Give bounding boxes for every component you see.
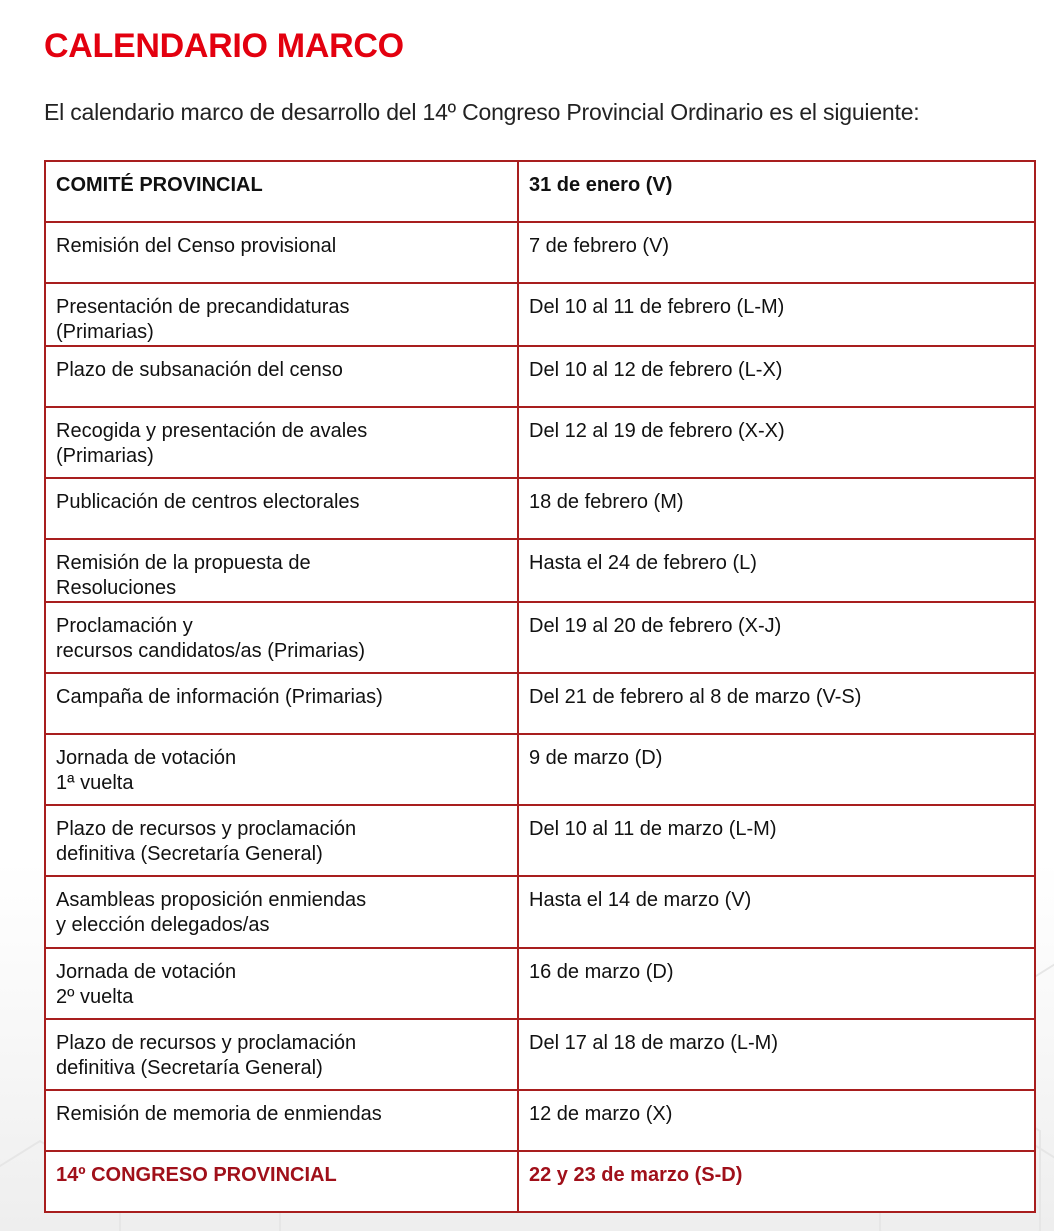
event-cell [45,539,518,602]
event-text: Remisión de memoria de enmiendas [56,1103,382,1125]
date-cell: 9 de marzo (D) [518,734,1035,805]
event-text: COMITÉ PROVINCIAL [56,174,263,196]
date-cell: Del 17 al 18 de marzo (L-M) [518,1019,1035,1090]
date-cell: 16 de marzo (D) [518,948,1035,1019]
date-cell: Hasta el 24 de febrero (L) [518,539,1035,602]
date-cell: 31 de enero (V) [518,161,1035,222]
event-text: Jornada de votación [56,747,237,769]
event-text: 14º CONGRESO PROVINCIAL [56,1164,337,1186]
event-text: 2º vuelta [56,986,134,1008]
event-cell [45,734,518,805]
table-row [45,346,1035,407]
event-cell [45,407,518,478]
date-cell: Del 19 al 20 de febrero (X-J) [518,602,1035,673]
date-cell: Del 21 de febrero al 8 de marzo (V-S) [518,673,1035,734]
table-row [45,1090,1035,1151]
table-row [45,805,1035,876]
table-row [45,1151,1035,1212]
date-cell: Del 10 al 11 de febrero (L-M) [518,283,1035,346]
page-title: CALENDARIO MARCO [44,27,404,65]
table-row [45,673,1035,734]
intro-paragraph: El calendario marco de desarrollo del 14º Congreso Provincial Ordinario es el siguiente: [44,99,920,125]
event-text: 1ª vuelta [56,772,134,794]
table-row [45,161,1035,222]
event-cell [45,478,518,539]
event-text: recursos candidatos/as (Primarias) [56,640,365,662]
event-text: Recogida y presentación de avales [56,420,368,442]
table-row [45,876,1035,948]
event-cell [45,673,518,734]
table-row [45,602,1035,673]
event-text: Jornada de votación [56,961,237,983]
event-text: Presentación de precandidaturas [56,296,350,318]
event-text: (Primarias) [56,321,154,343]
event-text: (Primarias) [56,445,154,467]
event-text: Proclamación y [56,615,193,637]
date-cell: Del 12 al 19 de febrero (X-X) [518,407,1035,478]
event-text: Plazo de recursos y proclamación [56,818,357,840]
event-cell [45,876,518,948]
event-cell [45,602,518,673]
table-row [45,407,1035,478]
table-row [45,283,1035,346]
date-cell: Del 10 al 12 de febrero (L-X) [518,346,1035,407]
event-cell [45,1151,518,1212]
event-text: Remisión de la propuesta de [56,552,311,574]
event-cell [45,1019,518,1090]
event-text: Asambleas proposición enmiendas [56,889,367,911]
date-cell: 12 de marzo (X) [518,1090,1035,1151]
event-text: y elección delegados/as [56,914,270,936]
date-cell: Hasta el 14 de marzo (V) [518,876,1035,948]
table-row [45,948,1035,1019]
event-text: Plazo de recursos y proclamación [56,1032,357,1054]
event-cell [45,1090,518,1151]
date-cell: Del 10 al 11 de marzo (L-M) [518,805,1035,876]
table-row [45,539,1035,602]
event-text: Resoluciones [56,577,177,599]
event-text: definitiva (Secretaría General) [56,1057,323,1079]
date-cell: 22 y 23 de marzo (S-D) [518,1151,1035,1212]
date-cell: 18 de febrero (M) [518,478,1035,539]
event-cell [45,283,518,346]
event-text: Publicación de centros electorales [56,491,360,513]
table-row [45,222,1035,283]
event-cell [45,805,518,876]
event-text: Remisión del Censo provisional [56,235,337,257]
date-cell: 7 de febrero (V) [518,222,1035,283]
event-cell [45,948,518,1019]
event-cell [45,346,518,407]
event-cell [45,161,518,222]
table-row [45,1019,1035,1090]
event-cell [45,222,518,283]
event-text: Campaña de información (Primarias) [56,686,383,708]
table-row [45,478,1035,539]
table-row [45,734,1035,805]
event-text: Plazo de subsanación del censo [56,359,343,381]
event-text: definitiva (Secretaría General) [56,843,323,865]
calendar-table [44,160,1036,1213]
